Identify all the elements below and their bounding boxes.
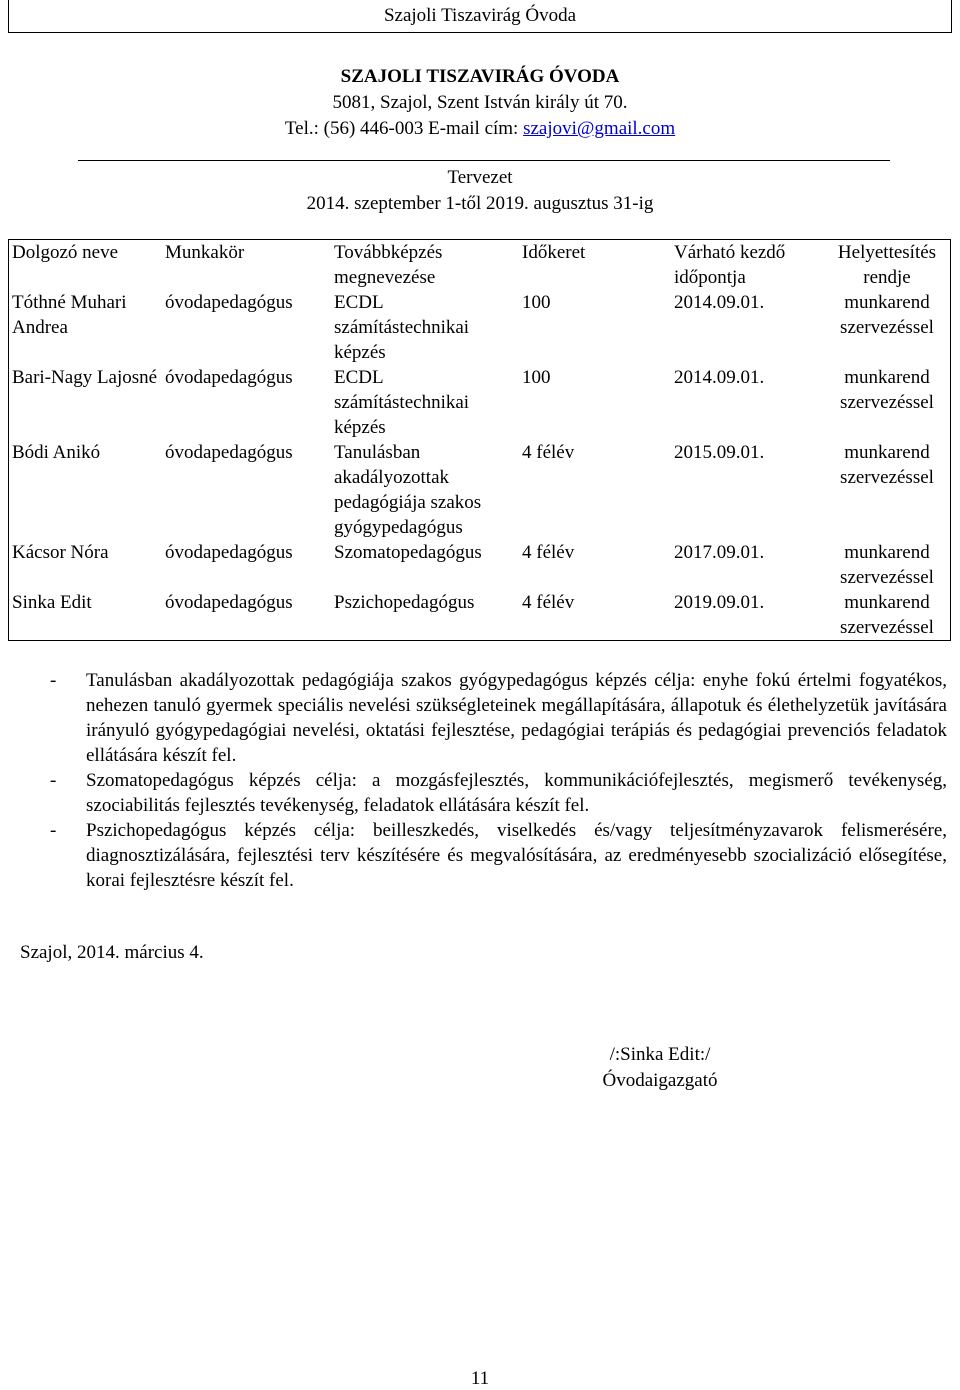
cell-time: 4 félév — [522, 542, 575, 563]
signatory-title: Óvodaigazgató — [602, 1070, 718, 1091]
header-position: Munkakör — [165, 242, 245, 263]
note-text: Tanulásban akadályozottak pedagógiája szakos gyógypedagógus képzés célja: enyhe fokú értelmi fogyatékos, nehezen tanuló gyermek speciális nevelési szükségleteinek megállapítására, állapotuk és élethelyzetük javítására irányuló gyógypedagógiai nevelési, oktatási fejlesztése, pedagógiai terápiás és pedagógiai prevenciós feladatok ellátására készít fel. — [86, 670, 947, 766]
cell-role: óvodapedagógus — [165, 367, 293, 388]
email-link[interactable]: szajovi@gmail.com — [523, 118, 676, 139]
cell-substitute: munkarend szervezéssel — [840, 292, 934, 338]
place-and-date: Szajol, 2014. március 4. — [20, 942, 204, 963]
organization-contact — [0, 116, 960, 142]
list-item — [50, 818, 947, 893]
header-employee-name: Dolgozó neve — [12, 242, 119, 263]
cell-training: ECDL számítástechnikai képzés — [334, 367, 470, 438]
cell-role: óvodapedagógus — [165, 592, 293, 613]
cell-substitute: munkarend szervezéssel — [840, 367, 934, 413]
contact-text: Tel.: (56) 446-003 E-mail cím: — [284, 118, 524, 139]
cell-time: 100 — [522, 367, 551, 388]
page-number: 11 — [470, 1368, 490, 1389]
cell-name: Bódi Anikó — [12, 442, 101, 463]
cell-time: 4 félév — [522, 442, 575, 463]
plan-period: 2014. szeptember 1-től 2019. augusztus 31-ig — [306, 193, 654, 214]
table-row — [9, 440, 951, 540]
plan-title: Tervezet — [447, 167, 513, 188]
cell-name: Kácsor Nóra — [12, 542, 109, 563]
training-plan-table — [8, 239, 951, 641]
table-header-row — [9, 240, 951, 291]
cell-training: ECDL számítástechnikai képzés — [334, 292, 470, 363]
cell-role: óvodapedagógus — [165, 442, 293, 463]
cell-role: óvodapedagógus — [165, 292, 293, 313]
plan-heading — [0, 165, 960, 217]
header-start-date: Várható kezdő időpontja — [674, 242, 786, 288]
running-header — [8, 0, 952, 33]
signatory-name: /:Sinka Edit:/ — [609, 1044, 711, 1065]
table-row — [9, 290, 951, 365]
training-notes-list — [50, 668, 947, 893]
cell-substitute: munkarend szervezéssel — [840, 542, 934, 588]
header-training: Továbbképzés megnevezése — [334, 242, 443, 288]
list-item — [50, 668, 947, 768]
organization-block — [0, 64, 960, 142]
cell-start: 2014.09.01. — [674, 367, 765, 388]
cell-start: 2014.09.01. — [674, 292, 765, 313]
cell-name: Bari-Nagy Lajosné — [12, 367, 158, 388]
note-text: Pszichopedagógus képzés célja: beilleszkedés, viselkedés és/vagy teljesítményzavarok felismerésére, diagnosztizálására, fejlesztési terv készítésére és megvalósítására, az eredményesebb szocializáció elősegítése, korai fejlesztésre készít fel. — [86, 820, 947, 891]
header-substitution: Helyettesítés rendje — [837, 242, 937, 288]
table-row — [9, 365, 951, 440]
cell-role: óvodapedagógus — [165, 542, 293, 563]
cell-start: 2019.09.01. — [674, 592, 765, 613]
cell-time: 4 félév — [522, 592, 575, 613]
note-text: Szomatopedagógus képzés célja: a mozgásfejlesztés, kommunikációfejlesztés, megismerő tevékenység, szociabilitás fejlesztés tevékenység, feladatok ellátására készít fel. — [86, 770, 947, 816]
cell-substitute: munkarend szervezéssel — [840, 442, 934, 488]
cell-training: Tanulásban akadályozottak pedagógiája szakos gyógypedagógus — [334, 442, 482, 538]
organization-address: 5081, Szajol, Szent István király út 70. — [332, 92, 628, 113]
cell-name: Sinka Edit — [12, 592, 92, 613]
cell-time: 100 — [522, 292, 551, 313]
cell-substitute: munkarend szervezéssel — [840, 592, 934, 638]
list-item — [50, 768, 947, 818]
cell-name: Tóthné Muhari Andrea — [12, 292, 127, 338]
table-row — [9, 540, 951, 590]
cell-training: Szomatopedagógus — [334, 542, 482, 563]
separator-line — [78, 160, 890, 161]
list-dash: - — [50, 820, 57, 841]
header-title: Szajoli Tiszavirág Óvoda — [383, 5, 577, 26]
list-dash: - — [50, 770, 57, 791]
cell-start: 2017.09.01. — [674, 542, 765, 563]
organization-name: SZAJOLI TISZAVIRÁG ÓVODA — [340, 66, 620, 87]
cell-training: Pszichopedagógus — [334, 592, 475, 613]
table-row — [9, 590, 951, 641]
signature-block — [560, 1042, 760, 1094]
header-time-frame: Időkeret — [522, 242, 586, 263]
cell-start: 2015.09.01. — [674, 442, 765, 463]
list-dash: - — [50, 670, 57, 691]
